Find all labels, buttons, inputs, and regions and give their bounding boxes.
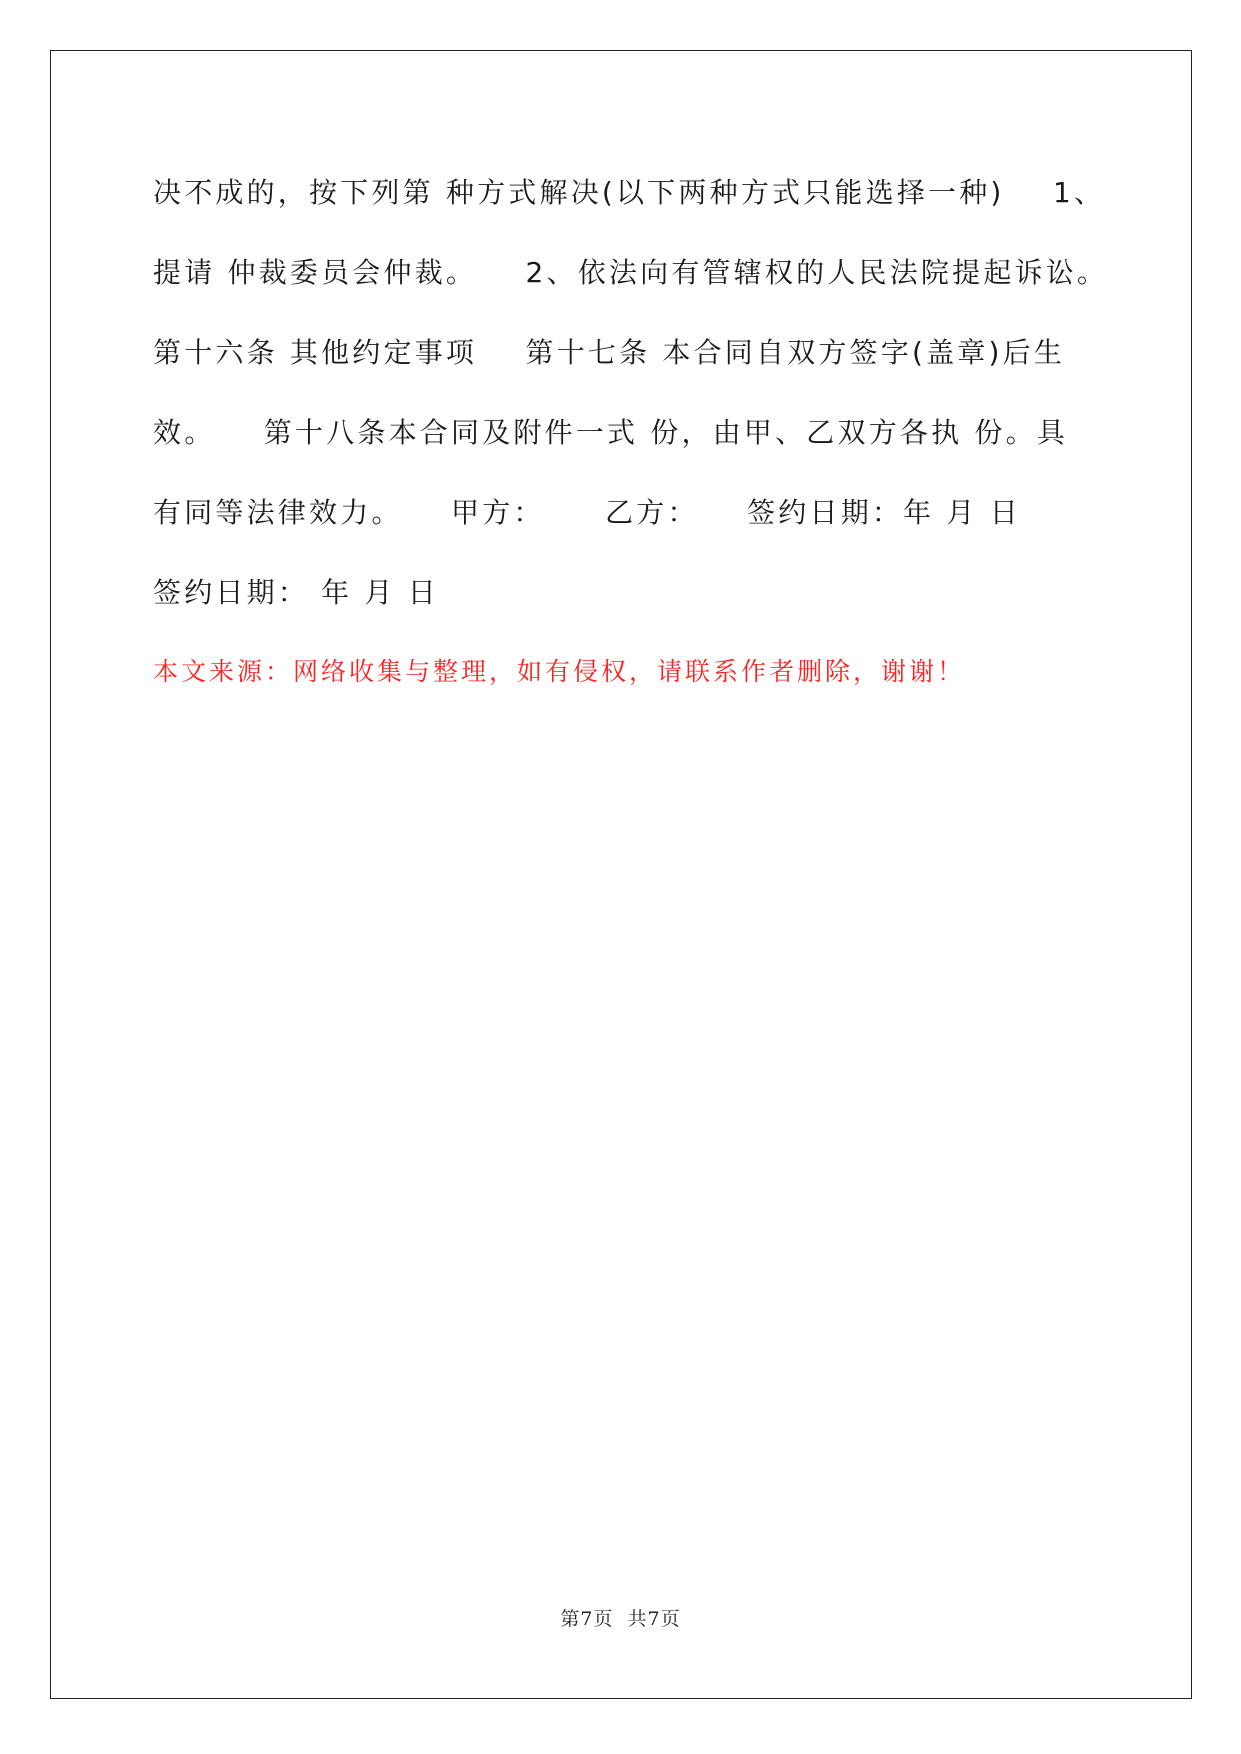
body-text-line-3: 第十六条 其他约定事项 第十七条 本合同自双方签字(盖章)后生 xyxy=(153,336,1066,369)
source-disclaimer: 本文来源：网络收集与整理，如有侵权，请联系作者删除，谢谢！ xyxy=(153,657,966,686)
body-text-line-2: 提请 仲裁委员会仲裁。 2、依法向有管辖权的人民法院提起诉讼。 xyxy=(153,256,1109,289)
body-text-line-1: 决不成的，按下列第 种方式解决(以下两种方式只能选择一种) 1、 xyxy=(153,176,1106,209)
body-text-line-4: 效。 第十八条本合同及附件一式 份，由甲、乙双方各执 份。具 xyxy=(153,416,1069,449)
body-text-line-5: 有同等法律效力。 甲方： 乙方： 签约日期：年 月 日 xyxy=(153,496,1021,529)
page-number-footer: 第7页 共7页 xyxy=(560,1608,681,1630)
body-text-line-6: 签约日期： 年 月 日 xyxy=(153,576,439,609)
page-border xyxy=(50,50,1192,1699)
